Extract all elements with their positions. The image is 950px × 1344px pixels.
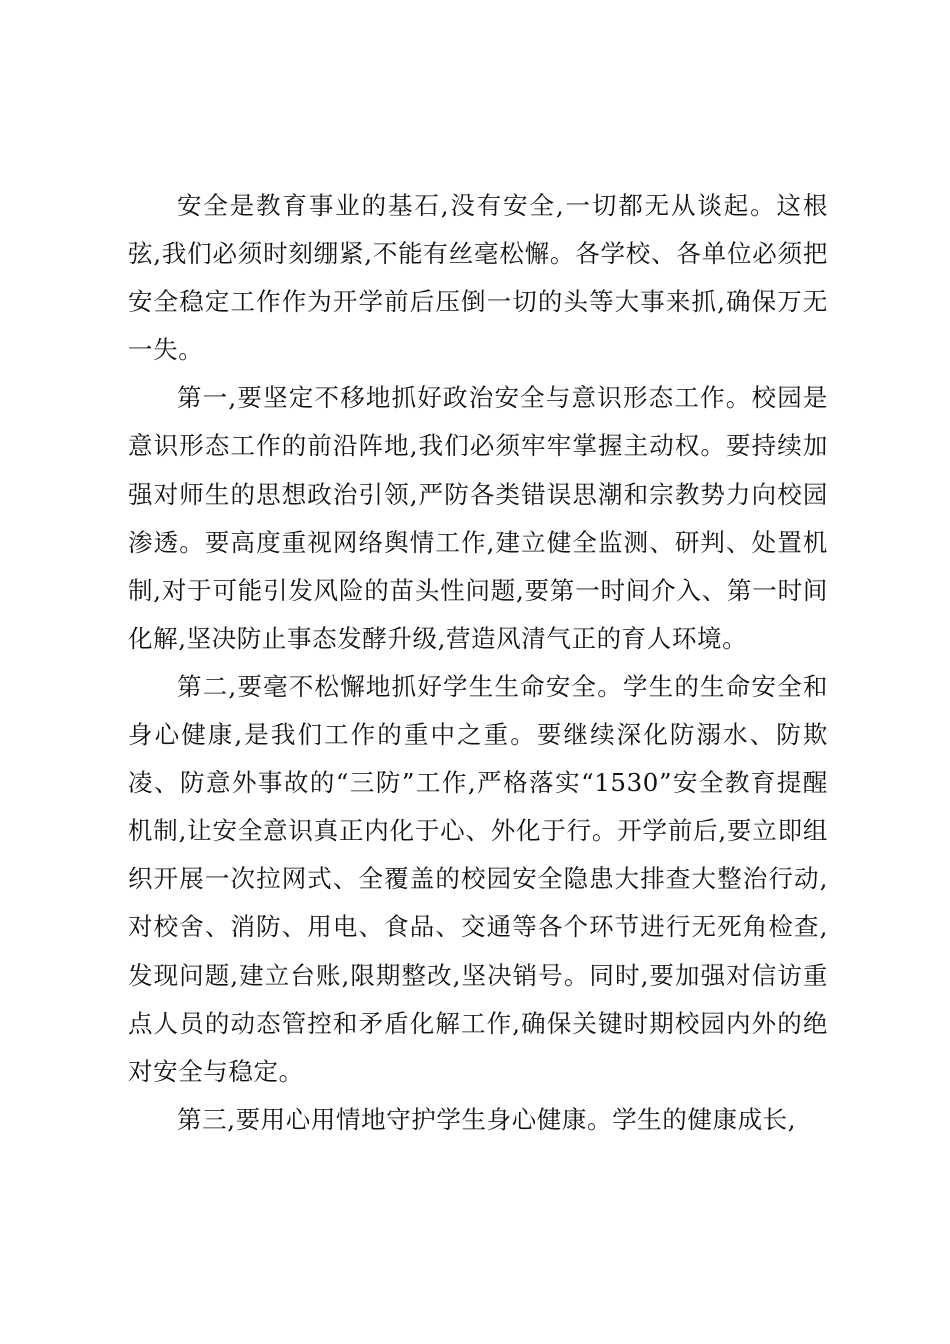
document-body <box>128 182 828 1144</box>
paragraph-intro: 安全是教育事业的基石,没有安全,一切都无从谈起。这根弦,我们必须时刻绷紧,不能有丝毫松懈。各学校、各单位必须把安全稳定工作作为开学前后压倒一切的头等大事来抓,确保万无一失。 <box>128 191 828 365</box>
paragraph-third-point: 第三,要用心用情地守护学生身心健康。学生的健康成长, <box>177 1104 797 1134</box>
paragraph-second-point: 第二,要毫不松懈地抓好学生生命安全。学生的生命安全和身心健康,是我们工作的重中之重。要继续深化防溺水、防欺凌、防意外事故的“三防”工作,严格落实“1530”安全教育提醒机制,让安全意识真正内化于心、外化于行。开学前后,要立即组织开展一次拉网式、全覆盖的校园安全隐患大排查大整治行动,对校舍、消防、用电、食品、交通等各个环节进行无死角检查,发现问题,建立台账,限期整改,坚决销号。同时,要加强对信访重点人员的动态管控和矛盾化解工作,确保关键时期校园内外的绝对安全与稳定。 <box>128 671 828 1086</box>
paragraph-first-point: 第一,要坚定不移地抓好政治安全与意识形态工作。校园是意识形态工作的前沿阵地,我们必须牢牢掌握主动权。要持续加强对师生的思想政治引领,严防各类错误思潮和宗教势力向校园渗透。要高度重视网络舆情工作,建立健全监测、研判、处置机制,对于可能引发风险的苗头性问题,要第一时间介入、第一时间化解,坚决防止事态发酵升级,营造风清气正的育人环境。 <box>128 383 828 653</box>
